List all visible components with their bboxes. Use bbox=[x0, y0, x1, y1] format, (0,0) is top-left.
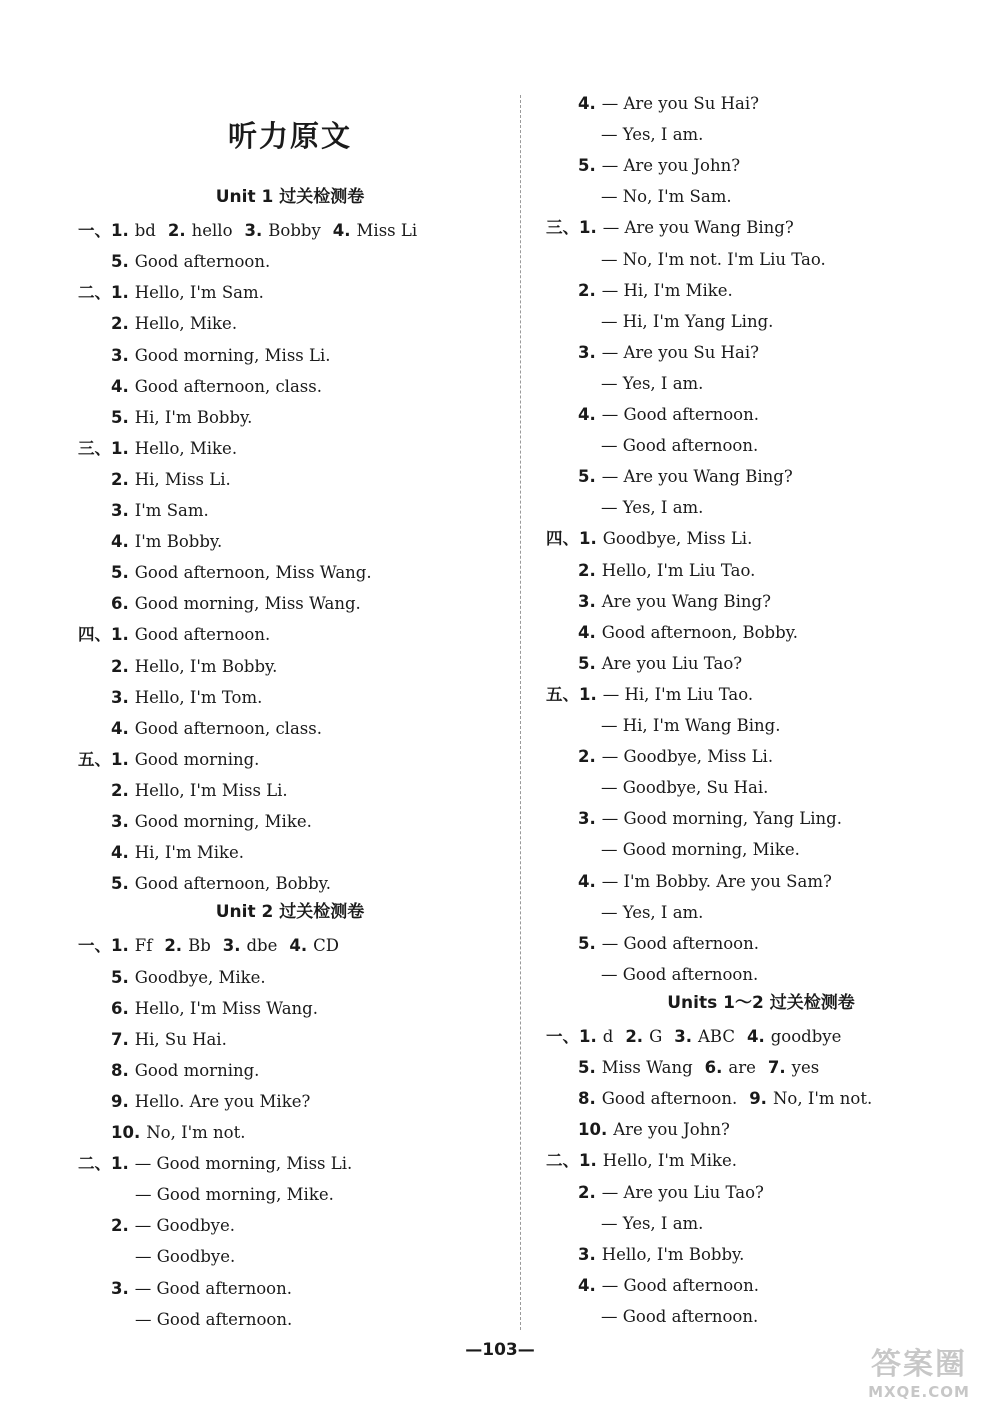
item-number: 5. bbox=[111, 407, 129, 427]
answer-line bbox=[111, 346, 343, 366]
answer-line bbox=[111, 1030, 239, 1050]
answer-text: — Good afternoon. bbox=[601, 964, 759, 984]
answer-text: — Goodbye, Su Hai. bbox=[601, 778, 769, 798]
item-number: 8. bbox=[578, 1089, 596, 1109]
item-number: 10. bbox=[578, 1120, 608, 1140]
answer-line bbox=[578, 1058, 831, 1078]
answer-line bbox=[111, 1279, 304, 1299]
item-number: 4. bbox=[578, 1275, 596, 1295]
answer-text: — Good afternoon. bbox=[601, 405, 759, 424]
answer-text: goodbye bbox=[770, 1027, 842, 1046]
answer-text: — Are you Su Hai? bbox=[601, 342, 759, 362]
item-number: 2. bbox=[578, 1182, 596, 1202]
item-number: 2. bbox=[111, 780, 129, 800]
answer-line bbox=[578, 809, 854, 829]
item-number: 4. bbox=[111, 376, 129, 396]
answer-text: Hello, I'm Miss Wang. bbox=[134, 998, 318, 1018]
item-number: 5. bbox=[578, 1058, 596, 1078]
answer-text: Hello, I'm Mike. bbox=[602, 1151, 738, 1171]
answer-text: Hello, I'm Sam. bbox=[134, 283, 264, 303]
answer-text: Goodbye, Miss Li. bbox=[602, 529, 753, 549]
item-number: 1. bbox=[579, 529, 597, 549]
answer-text: Good afternoon, Bobby. bbox=[134, 874, 332, 894]
item-number: 5. bbox=[578, 156, 596, 176]
item-number: 5. bbox=[111, 252, 129, 272]
item-number: 4. bbox=[578, 405, 596, 424]
answer-text: Good morning, Miss Wang. bbox=[134, 594, 361, 614]
item-number: 5. bbox=[578, 653, 596, 673]
item-number: 4. bbox=[111, 532, 129, 552]
answer-line bbox=[578, 343, 771, 363]
answer-text: dbe bbox=[246, 936, 278, 956]
item-number: 3. bbox=[578, 591, 596, 611]
answer-text: Are you Wang Bing? bbox=[601, 591, 771, 611]
answer-text: Good morning, Mike. bbox=[134, 812, 312, 831]
section-mark: 三、 bbox=[546, 218, 579, 238]
item-number: 5. bbox=[578, 933, 596, 953]
item-number: 2. bbox=[578, 560, 596, 580]
answer-text: Good afternoon, Miss Wang. bbox=[134, 563, 372, 583]
answer-line bbox=[78, 283, 276, 303]
answer-text: — Are you Liu Tao? bbox=[601, 1182, 764, 1202]
item-number: 1. bbox=[111, 936, 129, 956]
section-mark: 二、 bbox=[78, 1154, 111, 1174]
answer-text: Hello, I'm Bobby. bbox=[134, 656, 278, 676]
answer-line bbox=[135, 1310, 292, 1330]
answer-line bbox=[111, 968, 278, 988]
item-number: 4. bbox=[746, 1027, 765, 1046]
item-number: 5. bbox=[111, 563, 129, 583]
answer-line bbox=[78, 750, 271, 770]
answer-line bbox=[601, 965, 758, 985]
answer-text: Bobby bbox=[268, 221, 321, 241]
item-number: 5. bbox=[578, 467, 596, 487]
column-divider bbox=[520, 95, 521, 1330]
answer-line bbox=[601, 1307, 758, 1327]
answer-text: — Are you John? bbox=[601, 156, 741, 176]
answer-line bbox=[578, 156, 752, 176]
answer-line bbox=[578, 654, 754, 674]
item-number: 4. bbox=[578, 622, 596, 642]
answer-text: — Yes, I am. bbox=[601, 373, 704, 393]
answer-text: I'm Bobby. bbox=[134, 532, 223, 552]
answer-text: — Hi, I'm Liu Tao. bbox=[602, 684, 754, 704]
item-number: 3. bbox=[111, 812, 129, 831]
answer-line bbox=[601, 125, 703, 145]
section-mark: 一、 bbox=[78, 936, 111, 956]
section-mark: 五、 bbox=[78, 749, 111, 769]
answer-line bbox=[111, 999, 330, 1019]
item-number: 2. bbox=[111, 656, 129, 676]
answer-text: — Good morning, Mike. bbox=[135, 1185, 334, 1205]
item-number: 5. bbox=[111, 874, 129, 894]
answer-text: — Good afternoon. bbox=[135, 1309, 293, 1329]
answer-line bbox=[578, 561, 767, 581]
answer-text: Hello, Mike. bbox=[134, 438, 238, 458]
answer-text: Good afternoon. bbox=[134, 252, 271, 272]
answer-text: Miss Wang bbox=[601, 1058, 693, 1078]
item-number: 3. bbox=[674, 1027, 692, 1046]
answer-line bbox=[111, 501, 221, 521]
item-number: 3. bbox=[111, 1278, 129, 1298]
answer-text: d bbox=[602, 1027, 614, 1046]
page-title: 听力原文 bbox=[227, 119, 352, 153]
item-number: 1. bbox=[579, 218, 597, 238]
item-number: 4. bbox=[111, 843, 129, 863]
answer-text: Good morning. bbox=[134, 749, 260, 769]
answer-text: — Good afternoon. bbox=[601, 1306, 759, 1326]
answer-text: No, I'm not. bbox=[772, 1089, 873, 1109]
answer-line bbox=[546, 1027, 853, 1047]
answer-line bbox=[578, 281, 745, 301]
item-number: 6. bbox=[111, 594, 129, 614]
item-number: 2. bbox=[111, 1216, 129, 1236]
answer-text: Goodbye, Mike. bbox=[134, 967, 266, 987]
answer-line bbox=[578, 747, 785, 767]
answer-line bbox=[111, 812, 324, 832]
item-number: 4. bbox=[578, 871, 596, 891]
answer-text: CD bbox=[313, 936, 339, 956]
answer-text: Good morning. bbox=[134, 1060, 260, 1080]
answer-line bbox=[78, 936, 351, 956]
item-number: 1. bbox=[111, 283, 129, 303]
answer-line bbox=[546, 1151, 749, 1171]
item-number: 3. bbox=[111, 501, 129, 520]
answer-line bbox=[601, 187, 732, 207]
item-number: 9. bbox=[111, 1091, 129, 1111]
answer-text: — Good afternoon. bbox=[601, 933, 759, 953]
answer-text: — Hi, I'm Yang Ling. bbox=[601, 311, 774, 331]
item-number: 3. bbox=[244, 221, 263, 241]
section-mark: 四、 bbox=[546, 529, 579, 549]
answer-text: yes bbox=[791, 1058, 820, 1078]
answer-text: — Are you Wang Bing? bbox=[601, 467, 793, 487]
answer-line bbox=[578, 1276, 771, 1296]
answer-text: Are you John? bbox=[613, 1120, 730, 1140]
item-number: 6. bbox=[111, 998, 129, 1018]
answer-text: — No, I'm not. I'm Liu Tao. bbox=[601, 249, 826, 269]
answer-text: — Yes, I am. bbox=[601, 498, 704, 518]
answer-text: Hi, Miss Li. bbox=[134, 469, 231, 489]
answer-text: Hello, I'm Liu Tao. bbox=[601, 560, 756, 580]
answer-text: Hi, Su Hai. bbox=[134, 1029, 227, 1049]
item-number: 4. bbox=[289, 936, 308, 956]
item-number: 1. bbox=[111, 438, 129, 458]
answer-line bbox=[546, 218, 806, 238]
answer-text: Hi, I'm Mike. bbox=[134, 843, 245, 863]
answer-text: G bbox=[649, 1027, 663, 1046]
answer-line bbox=[78, 1154, 364, 1174]
answer-line bbox=[111, 563, 384, 583]
answer-text: — Yes, I am. bbox=[601, 125, 704, 145]
answer-text: — Good morning, Mike. bbox=[601, 840, 800, 860]
page-number: —103— bbox=[465, 1340, 535, 1360]
answer-text: Bb bbox=[188, 936, 211, 956]
answer-line bbox=[111, 377, 334, 397]
answer-line bbox=[111, 781, 300, 801]
answer-line bbox=[78, 221, 429, 241]
answer-text: Hello, I'm Tom. bbox=[134, 687, 263, 707]
answer-text: Good afternoon. bbox=[601, 1089, 738, 1109]
item-number: 5. bbox=[111, 967, 129, 987]
answer-line bbox=[578, 623, 810, 643]
item-number: 1. bbox=[111, 1154, 129, 1174]
answer-text: — No, I'm Sam. bbox=[601, 187, 732, 207]
answer-text: — Goodbye. bbox=[135, 1247, 236, 1267]
item-number: 9. bbox=[749, 1089, 767, 1109]
answer-line bbox=[601, 250, 826, 270]
answer-text: ABC bbox=[698, 1027, 735, 1046]
answer-line bbox=[601, 498, 703, 518]
answer-text: Good morning, Miss Li. bbox=[134, 345, 331, 365]
item-number: 1. bbox=[111, 221, 129, 241]
item-number: 4. bbox=[578, 94, 596, 113]
section-mark: 二、 bbox=[78, 283, 111, 303]
answer-line bbox=[111, 657, 289, 677]
item-number: 1. bbox=[579, 684, 597, 704]
item-number: 1. bbox=[111, 625, 129, 645]
item-number: 8. bbox=[111, 1060, 129, 1080]
answer-text: — I'm Bobby. Are you Sam? bbox=[601, 871, 832, 891]
answer-text: — Good afternoon. bbox=[601, 436, 759, 456]
answer-line bbox=[111, 1216, 247, 1236]
answer-line bbox=[578, 934, 771, 954]
item-number: 1. bbox=[579, 1027, 597, 1046]
answer-text: Hello, Mike. bbox=[134, 314, 238, 334]
answer-line bbox=[601, 374, 703, 394]
answer-text: are bbox=[728, 1058, 756, 1078]
item-number: 2. bbox=[164, 936, 183, 956]
watermark-logo bbox=[844, 1339, 994, 1409]
answer-line bbox=[111, 1092, 322, 1112]
answer-line bbox=[601, 903, 703, 923]
answer-line bbox=[578, 467, 805, 487]
section-heading: Units 1～2 过关检测卷 bbox=[667, 992, 855, 1013]
section-mark: 四、 bbox=[78, 625, 111, 645]
answer-line bbox=[78, 625, 282, 645]
answer-text: hello bbox=[191, 221, 233, 241]
answer-text: — Good afternoon. bbox=[601, 1275, 759, 1295]
watermark-text: 答案圈 bbox=[871, 1347, 967, 1382]
answer-text: Ff bbox=[134, 936, 153, 956]
answer-text: Good afternoon. bbox=[134, 625, 271, 645]
section-mark: 三、 bbox=[78, 438, 111, 458]
answer-text: Good afternoon, class. bbox=[134, 718, 322, 738]
answer-text: — Yes, I am. bbox=[601, 1213, 704, 1233]
item-number: 3. bbox=[578, 342, 596, 362]
answer-text: Hello, I'm Miss Li. bbox=[134, 780, 288, 800]
item-number: 7. bbox=[111, 1029, 129, 1049]
answer-line bbox=[111, 688, 274, 708]
answer-line bbox=[135, 1185, 334, 1205]
answer-line bbox=[546, 529, 764, 549]
answer-line bbox=[111, 843, 256, 863]
answer-line bbox=[111, 252, 282, 272]
watermark-url: MXQE.COM bbox=[868, 1383, 970, 1401]
answer-line bbox=[135, 1247, 235, 1267]
item-number: 3. bbox=[111, 345, 129, 365]
item-number: 1. bbox=[579, 1151, 597, 1171]
section-mark: 五、 bbox=[546, 684, 579, 704]
answer-text: I'm Sam. bbox=[134, 501, 209, 520]
answer-line bbox=[578, 405, 771, 425]
item-number: 10. bbox=[111, 1123, 141, 1142]
answer-text: Miss Li bbox=[356, 221, 418, 241]
answer-line bbox=[601, 312, 773, 332]
answer-text: — Goodbye, Miss Li. bbox=[601, 747, 774, 767]
section-mark: 一、 bbox=[78, 221, 111, 241]
item-number: 4. bbox=[111, 718, 129, 738]
section-heading: Unit 1 过关检测卷 bbox=[215, 187, 365, 207]
answer-line bbox=[578, 1089, 884, 1109]
item-number: 3. bbox=[578, 1244, 596, 1264]
item-number: 3. bbox=[222, 936, 241, 956]
answer-text: Hi, I'm Bobby. bbox=[134, 407, 253, 427]
item-number: 2. bbox=[578, 747, 596, 767]
answer-line bbox=[601, 778, 768, 798]
answer-line bbox=[578, 592, 783, 612]
answer-text: — Good morning, Miss Li. bbox=[134, 1154, 353, 1174]
answer-line bbox=[111, 719, 334, 739]
answer-line bbox=[578, 872, 844, 892]
answer-line bbox=[578, 94, 771, 114]
item-number: 3. bbox=[111, 687, 129, 707]
item-number: 2. bbox=[578, 280, 596, 300]
answer-text: Good afternoon, Bobby. bbox=[601, 622, 799, 642]
answer-line bbox=[111, 532, 234, 552]
answer-text: bd bbox=[134, 221, 156, 241]
item-number: 2. bbox=[111, 314, 129, 334]
answer-line bbox=[111, 314, 249, 334]
answer-text: — Are you Su Hai? bbox=[601, 94, 759, 113]
item-number: 1. bbox=[111, 749, 129, 769]
answer-line bbox=[111, 594, 373, 614]
answer-text: — Hi, I'm Mike. bbox=[601, 280, 733, 300]
answer-text: Hello, I'm Bobby. bbox=[601, 1244, 745, 1264]
section-mark: 一、 bbox=[546, 1027, 579, 1046]
answer-text: No, I'm not. bbox=[146, 1123, 246, 1142]
section-heading: Unit 2 过关检测卷 bbox=[215, 902, 365, 923]
item-number: 3. bbox=[578, 809, 596, 829]
answer-line bbox=[111, 408, 264, 428]
answer-text: — Goodbye. bbox=[134, 1216, 235, 1236]
answer-line bbox=[578, 1183, 776, 1203]
answer-line bbox=[546, 685, 765, 705]
answer-text: Are you Liu Tao? bbox=[601, 653, 743, 673]
answer-line bbox=[578, 1120, 742, 1140]
answer-line bbox=[601, 436, 758, 456]
answer-text: Good afternoon, class. bbox=[134, 376, 322, 396]
item-number: 4. bbox=[332, 221, 351, 241]
answer-line bbox=[111, 874, 343, 894]
answer-text: — Good morning, Yang Ling. bbox=[601, 809, 842, 829]
answer-line bbox=[111, 1123, 257, 1143]
answer-line bbox=[111, 470, 243, 490]
answer-text: — Are you Wang Bing? bbox=[602, 218, 794, 238]
section-mark: 二、 bbox=[546, 1151, 579, 1171]
answer-line bbox=[111, 1061, 271, 1081]
item-number: 2. bbox=[111, 469, 129, 489]
answer-line bbox=[601, 716, 780, 736]
answer-text: — Good afternoon. bbox=[134, 1278, 292, 1298]
item-number: 7. bbox=[767, 1058, 786, 1078]
answer-line bbox=[578, 1245, 756, 1265]
answer-line bbox=[78, 439, 249, 459]
answer-line bbox=[601, 840, 800, 860]
item-number: 2. bbox=[167, 221, 186, 241]
item-number: 6. bbox=[704, 1058, 723, 1078]
answer-text: — Hi, I'm Wang Bing. bbox=[601, 716, 781, 735]
item-number: 2. bbox=[625, 1027, 644, 1046]
answer-text: — Yes, I am. bbox=[601, 902, 704, 922]
answer-line bbox=[601, 1214, 703, 1234]
answer-text: Hello. Are you Mike? bbox=[134, 1091, 311, 1111]
